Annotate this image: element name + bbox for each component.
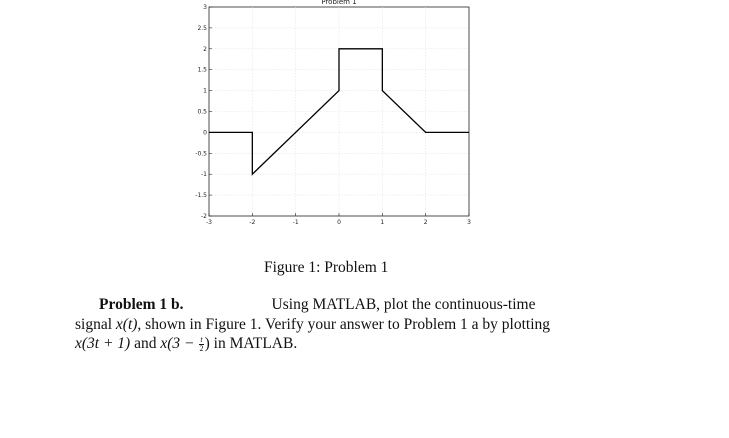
x-tick-label: 3 <box>467 219 471 226</box>
y-tick-label: -1 <box>201 171 207 179</box>
y-tick-label: 0.5 <box>197 108 207 116</box>
y-tick-label: 1.5 <box>197 66 207 74</box>
problem-heading: Problem 1 b. <box>99 296 184 313</box>
y-tick-label: 1 <box>203 87 207 95</box>
close-paren: ) <box>204 335 210 352</box>
problem-line-2-text: , shown in Figure 1. Verify your answer to Problem 1 a by plotting <box>137 315 550 333</box>
y-tick-label: -0.5 <box>195 150 207 158</box>
problem-line-3-text: in MATLAB. <box>209 335 298 352</box>
math-x-3t-plus-1: x(3t + 1) <box>75 335 131 352</box>
y-tick-label: 2 <box>203 45 207 53</box>
problem-1-figure <box>188 0 488 232</box>
fraction-denominator: 2 <box>199 343 204 353</box>
y-tick-label: 2.5 <box>197 24 207 32</box>
x-tick-label: 2 <box>423 219 428 226</box>
x-tick-label: -2 <box>249 219 256 226</box>
y-tick-label: 3 <box>203 4 207 11</box>
y-tick-label: -2 <box>201 213 207 220</box>
problem-line-3 <box>75 334 600 354</box>
math-x-of-t: x(t) <box>115 315 138 333</box>
x-tick-label: -3 <box>206 219 212 226</box>
x-tick-label: 0 <box>337 219 341 226</box>
x-tick-label: 1 <box>380 219 385 226</box>
math-x-3-minus: x(3 − <box>160 335 199 352</box>
fraction-numerator: t <box>200 334 203 344</box>
signal-word: signal <box>75 315 116 333</box>
chart-title: Problem 1 <box>321 0 357 6</box>
problem-line-1 <box>75 295 600 315</box>
and-word: and <box>130 335 161 352</box>
y-tick-label: 0 <box>203 129 207 137</box>
figure-caption: Figure 1: Problem 1 <box>264 259 389 276</box>
y-tick-label: -1.5 <box>195 192 207 200</box>
problem-statement <box>75 295 600 354</box>
problem-intro-text: Using MATLAB, plot the continuous-time <box>271 296 536 313</box>
problem-line-2 <box>75 315 600 335</box>
x-tick-label: -1 <box>292 219 299 226</box>
math-fraction-t-over-2 <box>199 336 203 353</box>
